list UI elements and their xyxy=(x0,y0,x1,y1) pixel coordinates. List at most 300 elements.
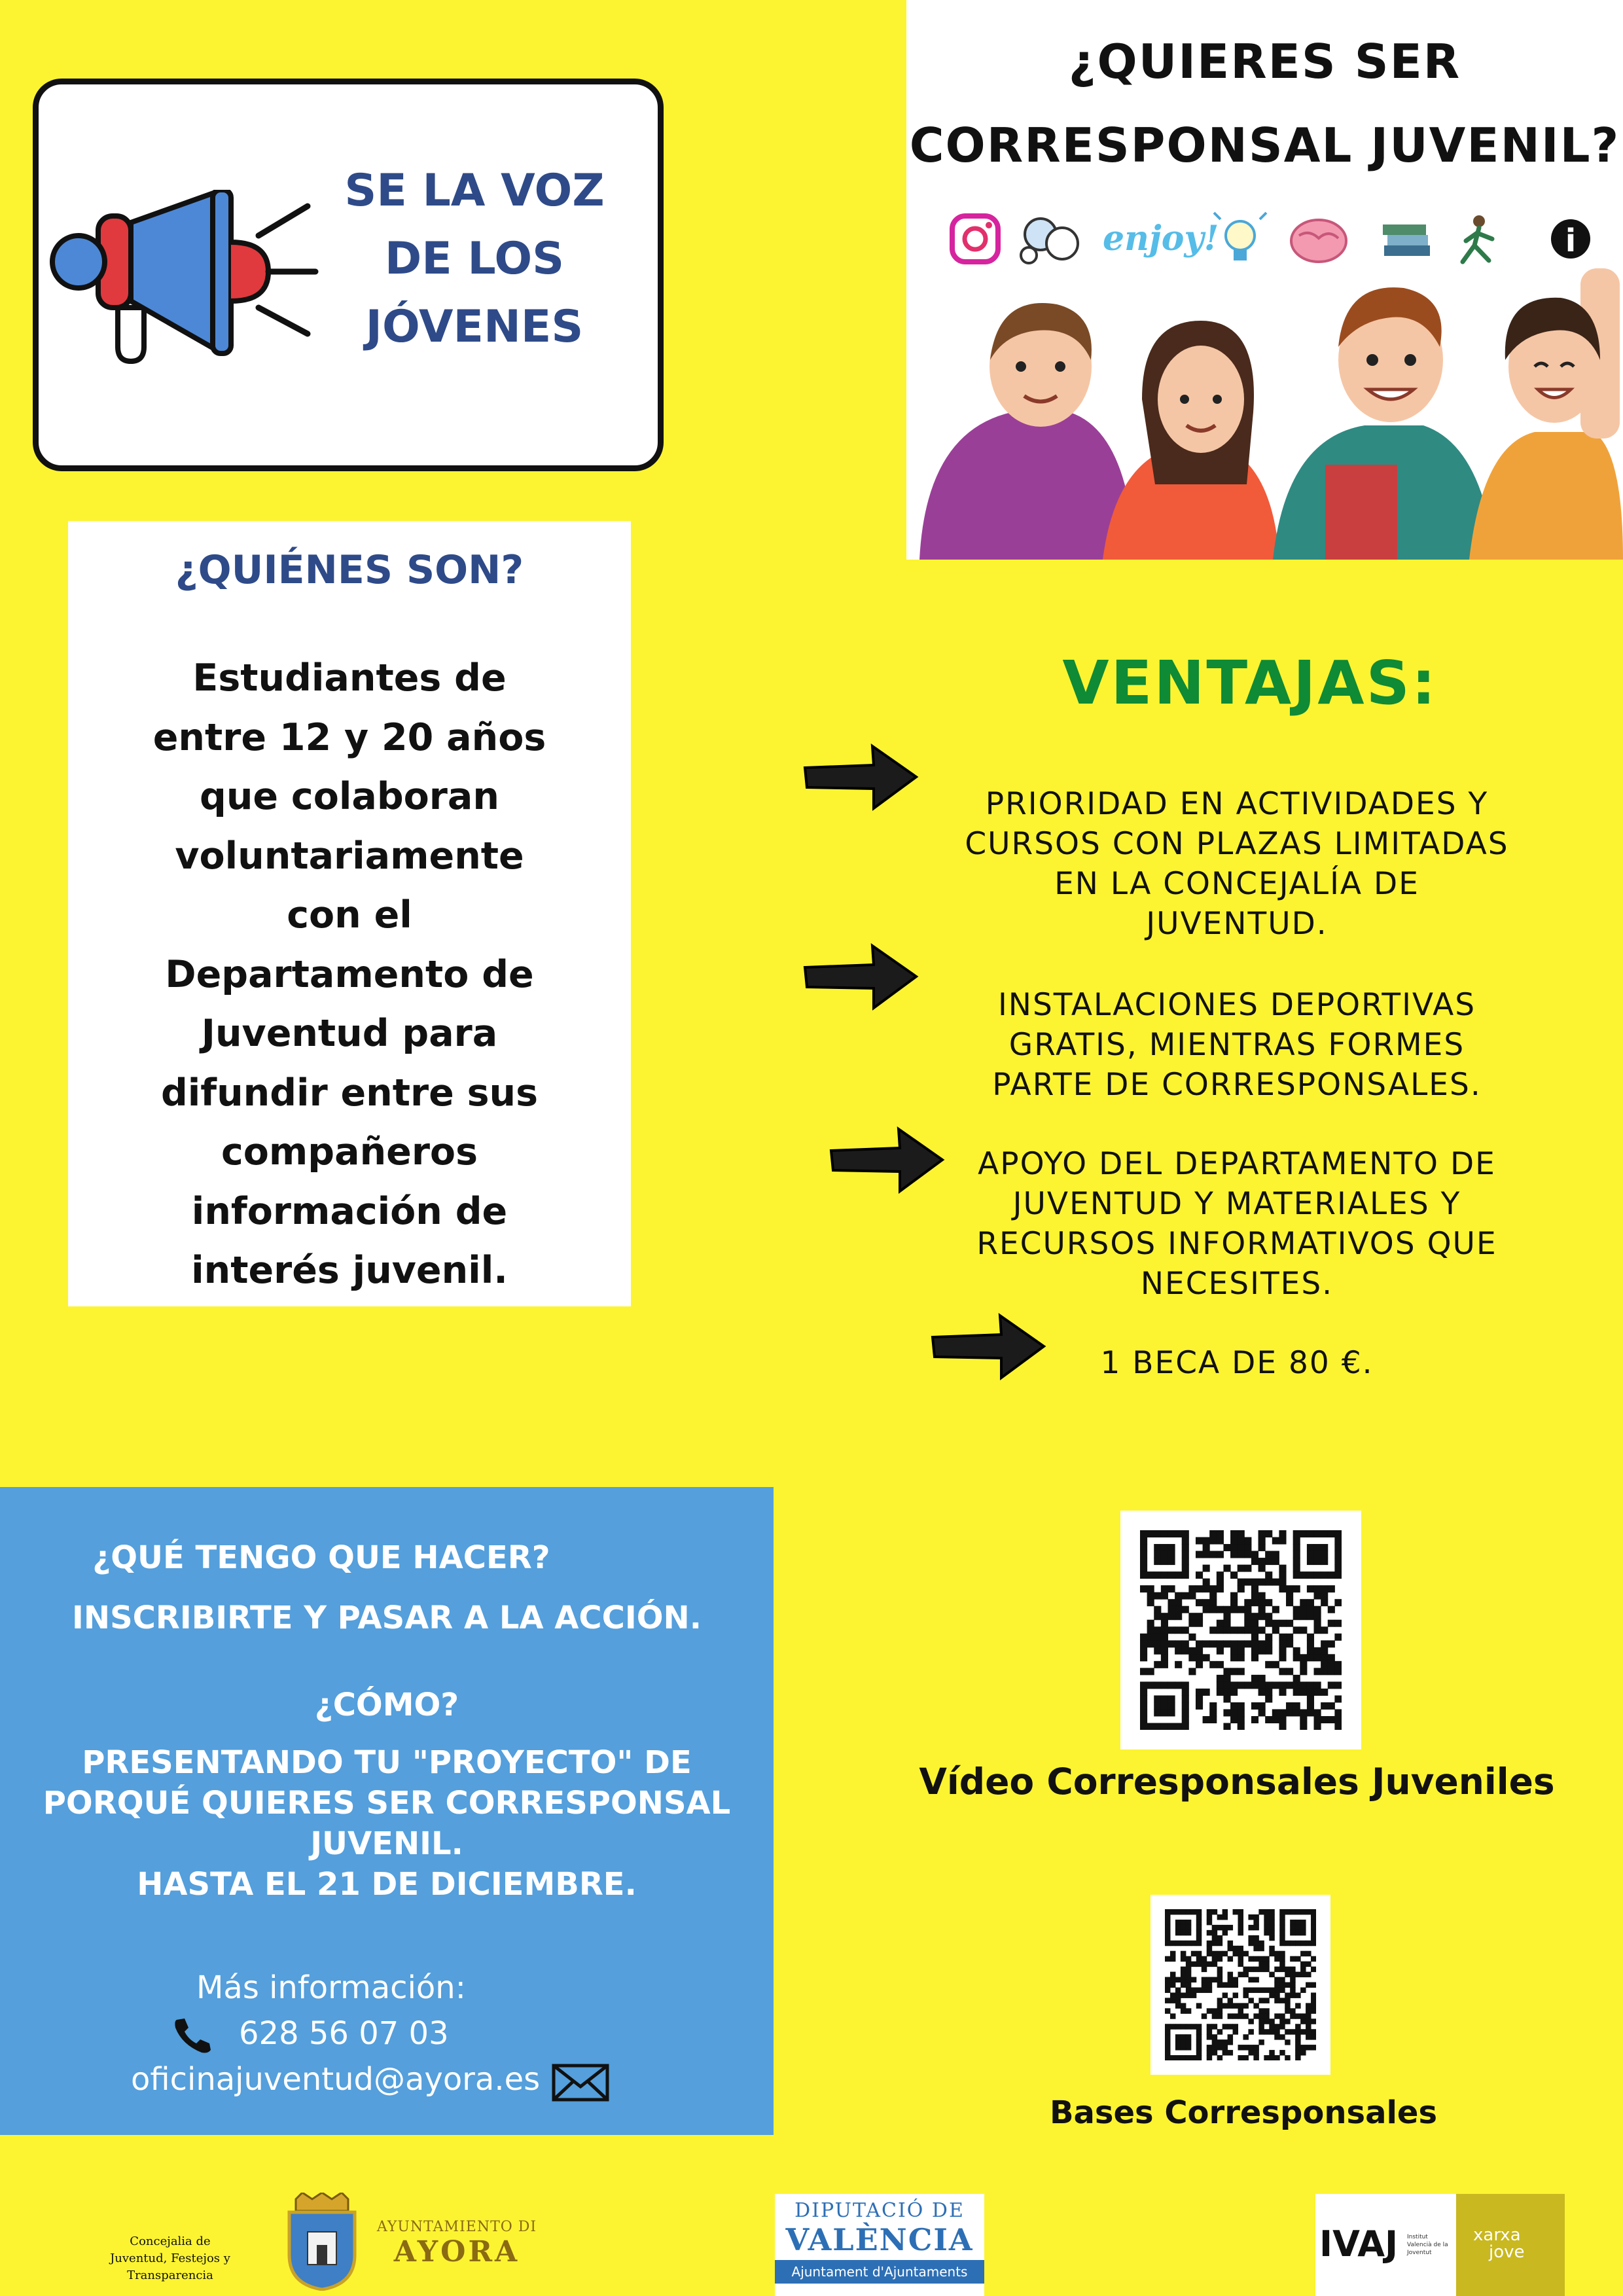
books-icon xyxy=(1383,224,1430,256)
qr-module xyxy=(1251,1599,1258,1606)
qr-module xyxy=(1258,2039,1264,2045)
email-row[interactable] xyxy=(131,2056,720,2102)
qr-module xyxy=(1196,2039,1202,2045)
qr-module xyxy=(1307,1585,1314,1592)
qr-module xyxy=(1265,1620,1272,1627)
qr-module xyxy=(1279,1565,1286,1572)
question-what: ¿QUÉ TENGO QUE HACER? xyxy=(92,1539,550,1576)
answer-what: INSCRIBIRTE Y PASAR A LA ACCIÓN. xyxy=(72,1600,702,1636)
qr-module xyxy=(1279,1579,1286,1586)
qr-module xyxy=(1253,2013,1258,2018)
qr-module xyxy=(1328,1530,1335,1537)
qr-module xyxy=(1181,1982,1186,1988)
ventaja-line: GRATIS, MIENTRAS FORMES xyxy=(1008,1027,1465,1063)
qr-module xyxy=(1212,2008,1217,2013)
arrow-icon xyxy=(802,743,919,812)
qr-module xyxy=(1161,1661,1168,1668)
qr-module xyxy=(1279,1998,1285,2003)
qr-module xyxy=(1175,1723,1182,1730)
qr-module xyxy=(1269,1951,1274,1956)
ayora-coat-of-arms-icon xyxy=(283,2193,361,2291)
qr-module xyxy=(1196,2003,1202,2008)
qr-module xyxy=(1191,1992,1196,1998)
qr-module xyxy=(1181,1972,1186,1977)
qr-module xyxy=(1181,1967,1186,1972)
qr-module xyxy=(1186,1987,1191,1992)
qr-module xyxy=(1300,2018,1306,2024)
qr-module xyxy=(1264,1925,1269,1930)
qr-module xyxy=(1238,1565,1245,1572)
qr-module xyxy=(1207,2008,1212,2013)
qr-module xyxy=(1175,2034,1181,2039)
qr-module xyxy=(1264,1956,1269,1962)
qr-module xyxy=(1196,1914,1202,1920)
qr-module xyxy=(1222,1982,1228,1988)
qr-module xyxy=(1228,2024,1233,2029)
qr-module xyxy=(1230,1606,1238,1613)
qr-module xyxy=(1258,1530,1266,1537)
qr-module xyxy=(1233,2003,1238,2008)
qr-module xyxy=(1248,1967,1253,1972)
qr-module xyxy=(1238,1946,1243,1951)
qr-module xyxy=(1175,1626,1182,1634)
qr-module xyxy=(1140,1571,1147,1579)
xarxa-jove-logo xyxy=(1456,2194,1565,2296)
qr-module xyxy=(1314,1551,1321,1558)
qr-module xyxy=(1274,2029,1279,2034)
qr-module xyxy=(1279,1987,1285,1992)
qr-module xyxy=(1238,1579,1245,1586)
qr-module xyxy=(1154,1530,1161,1537)
qr-module xyxy=(1230,1544,1238,1551)
qr-module xyxy=(1154,1558,1161,1565)
qr-module xyxy=(1196,1571,1203,1579)
qr-module xyxy=(1314,1654,1321,1661)
qr-module xyxy=(1165,2029,1170,2034)
qr-module xyxy=(1175,1592,1182,1600)
qr-module xyxy=(1209,1702,1217,1710)
qr-module xyxy=(1285,2003,1290,2008)
qr-module xyxy=(1279,1634,1286,1641)
hero-title-line: CORRESPONSAL JUVENIL? xyxy=(909,118,1620,173)
qr-module xyxy=(1321,1530,1328,1537)
qr-module xyxy=(1272,1626,1279,1634)
qr-module xyxy=(1311,1935,1316,1941)
qr-module xyxy=(1251,1592,1258,1600)
qr-module xyxy=(1328,1661,1335,1668)
qr-module xyxy=(1191,1941,1196,1946)
ayuntamiento-logo xyxy=(372,2219,542,2269)
qr-module xyxy=(1233,1946,1238,1951)
qr-module xyxy=(1274,2034,1279,2039)
qr-module xyxy=(1228,1972,1233,1977)
qr-module xyxy=(1258,1689,1266,1696)
qr-module xyxy=(1328,1716,1335,1723)
qr-module xyxy=(1279,1689,1286,1696)
qr-module xyxy=(1170,1951,1175,1956)
qr-module xyxy=(1253,1977,1258,1982)
qr-module xyxy=(1285,2055,1290,2060)
qr-module xyxy=(1321,1661,1328,1668)
qr-module xyxy=(1154,1626,1161,1634)
qr-code-video[interactable] xyxy=(1120,1511,1361,1749)
qr-module xyxy=(1161,1551,1168,1558)
qr-module xyxy=(1191,2055,1196,2060)
qr-module xyxy=(1311,2018,1316,2024)
qr-module xyxy=(1258,1537,1266,1545)
qr-module xyxy=(1290,1909,1295,1914)
qr-module xyxy=(1311,2029,1316,2034)
ventaja-line: EN LA CONCEJALÍA DE xyxy=(1054,866,1419,902)
qr-module xyxy=(1175,1977,1181,1982)
qr-module xyxy=(1279,1537,1286,1545)
qr-module xyxy=(1140,1634,1147,1641)
qr-module xyxy=(1314,1626,1321,1634)
qr-module xyxy=(1285,2029,1290,2034)
qr-module xyxy=(1274,1977,1279,1982)
qr-module xyxy=(1307,1709,1314,1716)
qr-module xyxy=(1274,1956,1279,1962)
qr-module xyxy=(1168,1599,1175,1606)
qr-module xyxy=(1147,1681,1154,1689)
qr-module xyxy=(1314,1544,1321,1551)
qr-module xyxy=(1181,2045,1186,2050)
qr-module xyxy=(1295,1941,1300,1946)
qr-module xyxy=(1202,1982,1207,1988)
qr-module xyxy=(1161,1702,1168,1710)
qr-module xyxy=(1182,1695,1189,1702)
qr-module xyxy=(1279,1530,1286,1537)
qr-module xyxy=(1207,1982,1212,1988)
who-line: Juventud para xyxy=(201,1012,498,1055)
qr-module xyxy=(1314,1606,1321,1613)
qr-module xyxy=(1328,1668,1335,1675)
qr-module xyxy=(1243,1972,1248,1977)
qr-module xyxy=(1251,1634,1258,1641)
qr-module xyxy=(1188,1620,1196,1627)
qr-module xyxy=(1212,1935,1217,1941)
qr-module xyxy=(1258,1579,1266,1586)
qr-module xyxy=(1244,1613,1251,1620)
qr-module xyxy=(1300,1723,1307,1730)
qr-module xyxy=(1203,1537,1210,1545)
qr-code-bases[interactable] xyxy=(1150,1895,1330,2075)
qr-module xyxy=(1209,1709,1217,1716)
qr-module xyxy=(1233,1951,1238,1956)
qr-module xyxy=(1223,1675,1230,1682)
lightbulb-icon xyxy=(1214,213,1266,260)
qr-module xyxy=(1258,1565,1266,1572)
qr-module xyxy=(1165,2008,1170,2013)
qr-module xyxy=(1228,1925,1233,1930)
qr-module xyxy=(1253,2055,1258,2060)
qr-module xyxy=(1165,1977,1170,1982)
qr-module xyxy=(1147,1626,1154,1634)
qr-module xyxy=(1279,2024,1285,2029)
icons-row xyxy=(946,209,1607,268)
qr-module xyxy=(1269,1909,1274,1914)
qr-module xyxy=(1258,1962,1264,1967)
qr-module xyxy=(1269,2055,1274,2060)
qr-module xyxy=(1244,1599,1251,1606)
qr-module xyxy=(1251,1702,1258,1710)
qr-module xyxy=(1186,1977,1191,1982)
qr-module xyxy=(1306,2018,1311,2024)
qr-module xyxy=(1251,1640,1258,1647)
qr-module xyxy=(1186,2045,1191,2050)
qr-module xyxy=(1212,2045,1217,2050)
diputacio-line: DIPUTACIÓ DE xyxy=(794,2199,965,2222)
qr-module xyxy=(1286,1668,1293,1675)
qr-module xyxy=(1253,1914,1258,1920)
qr-module xyxy=(1217,1977,1222,1982)
ventaja-item xyxy=(910,985,1564,1105)
qr-module xyxy=(1279,2013,1285,2018)
qr-module xyxy=(1161,1544,1168,1551)
qr-module xyxy=(1244,1620,1251,1627)
qr-module xyxy=(1290,2008,1295,2013)
qr-module xyxy=(1258,1592,1266,1600)
qr-module xyxy=(1334,1668,1342,1675)
qr-module xyxy=(1230,1702,1238,1710)
qr-module xyxy=(1175,2055,1181,2060)
qr-module xyxy=(1293,1537,1300,1545)
qr-module xyxy=(1161,1647,1168,1655)
qr-module xyxy=(1279,1967,1285,1972)
qr-module xyxy=(1165,1982,1170,1988)
qr-module xyxy=(1314,1681,1321,1689)
concejalia-line: Juventud, Festejos y Transparencia xyxy=(110,2251,230,2282)
phone-row[interactable] xyxy=(131,2011,720,2056)
qr-module xyxy=(1258,1987,1264,1992)
qr-module xyxy=(1207,1951,1212,1956)
concejalia-logo xyxy=(65,2233,275,2284)
qr-module xyxy=(1196,2029,1202,2034)
qr-module xyxy=(1188,1585,1196,1592)
qr-module xyxy=(1286,1640,1293,1647)
qr-module xyxy=(1264,1920,1269,1925)
qr-module xyxy=(1165,2050,1170,2055)
qr-module xyxy=(1212,1951,1217,1956)
qr-module xyxy=(1334,1661,1342,1668)
qr-module xyxy=(1165,1998,1170,2003)
qr-module xyxy=(1334,1544,1342,1551)
qr-module xyxy=(1258,1998,1264,2003)
qr-module xyxy=(1265,1634,1272,1641)
qr-module xyxy=(1140,1585,1147,1592)
qr-module xyxy=(1238,1914,1243,1920)
qr-module xyxy=(1293,1606,1300,1613)
hero-title xyxy=(906,20,1623,187)
qr-module xyxy=(1191,1951,1196,1956)
qr-module xyxy=(1314,1530,1321,1537)
qr-module xyxy=(1279,1925,1285,1930)
qr-module xyxy=(1265,1613,1272,1620)
qr-module xyxy=(1279,1935,1285,1941)
qr-module xyxy=(1154,1640,1161,1647)
qr-module xyxy=(1269,1925,1274,1930)
qr-module xyxy=(1248,1914,1253,1920)
qr-module xyxy=(1238,1640,1245,1647)
qr-module xyxy=(1311,1930,1316,1935)
qr-module xyxy=(1279,1620,1286,1627)
qr-module xyxy=(1334,1723,1342,1730)
qr-module xyxy=(1196,1689,1203,1696)
qr-module xyxy=(1209,1530,1217,1537)
qr-module xyxy=(1307,1544,1314,1551)
qr-module xyxy=(1293,1585,1300,1592)
qr-module xyxy=(1238,1930,1243,1935)
qr-module xyxy=(1290,1956,1295,1962)
qr-bases-label: Bases Corresponsales xyxy=(1049,2094,1438,2131)
qr-module xyxy=(1168,1606,1175,1613)
qr-module xyxy=(1140,1647,1147,1655)
qr-module xyxy=(1300,1951,1306,1956)
qr-module xyxy=(1306,2013,1311,2018)
qr-module xyxy=(1233,1992,1238,1998)
qr-module xyxy=(1300,1962,1306,1967)
qr-module xyxy=(1203,1599,1210,1606)
qr-module xyxy=(1279,1716,1286,1723)
qr-module xyxy=(1274,2013,1279,2018)
ventaja-line: JUVENTUD. xyxy=(1146,906,1328,942)
qr-module xyxy=(1279,1571,1286,1579)
qr-module xyxy=(1238,1537,1245,1545)
qr-module xyxy=(1222,2039,1228,2045)
qr-module xyxy=(1306,2003,1311,2008)
qr-module xyxy=(1165,1920,1170,1925)
qr-module xyxy=(1182,1551,1189,1558)
qr-module xyxy=(1186,1992,1191,1998)
qr-module xyxy=(1334,1565,1342,1572)
qr-module xyxy=(1233,2013,1238,2018)
qr-module xyxy=(1196,1925,1202,1930)
qr-module xyxy=(1175,1987,1181,1992)
qr-module xyxy=(1258,1544,1266,1551)
qr-module xyxy=(1258,1941,1264,1946)
qr-module xyxy=(1314,1647,1321,1655)
qr-module xyxy=(1222,2024,1228,2029)
qr-module xyxy=(1181,1992,1186,1998)
answer-how xyxy=(0,1742,774,1905)
qr-module xyxy=(1188,1668,1196,1675)
qr-module xyxy=(1279,1914,1285,1920)
ventaja-line: NECESITES. xyxy=(1140,1266,1334,1302)
qr-module xyxy=(1269,1920,1274,1925)
qr-module xyxy=(1175,1681,1182,1689)
qr-module xyxy=(1293,1647,1300,1655)
qr-module xyxy=(1269,2050,1274,2055)
qr-module xyxy=(1154,1606,1161,1613)
qr-module xyxy=(1165,1925,1170,1930)
qr-module xyxy=(1182,1709,1189,1716)
qr-module xyxy=(1196,1920,1202,1925)
qr-module xyxy=(1248,1925,1253,1930)
qr-module xyxy=(1307,1558,1314,1565)
qr-module xyxy=(1248,1941,1253,1946)
qr-module xyxy=(1222,1930,1228,1935)
qr-module xyxy=(1203,1579,1210,1586)
qr-module xyxy=(1238,1551,1245,1558)
qr-module xyxy=(1170,1992,1175,1998)
qr-module xyxy=(1222,1992,1228,1998)
qr-module xyxy=(1140,1716,1147,1723)
phone-number[interactable]: 628 56 07 03 xyxy=(239,2015,449,2052)
qr-module xyxy=(1233,2029,1238,2034)
qr-module xyxy=(1217,1571,1224,1579)
qr-module xyxy=(1307,1530,1314,1537)
qr-module xyxy=(1243,1951,1248,1956)
qr-module xyxy=(1265,1579,1272,1586)
qr-module xyxy=(1196,1654,1203,1661)
qr-module xyxy=(1307,1702,1314,1710)
jove-text: jove xyxy=(1489,2242,1525,2262)
qr-module xyxy=(1300,1709,1307,1716)
qr-module xyxy=(1311,1998,1316,2003)
qr-module xyxy=(1217,2055,1222,2060)
qr-module xyxy=(1290,1977,1295,1982)
qr-module xyxy=(1186,1967,1191,1972)
qr-module xyxy=(1212,1925,1217,1930)
qr-module xyxy=(1328,1702,1335,1710)
qr-module xyxy=(1217,1606,1224,1613)
qr-module xyxy=(1207,2055,1212,2060)
concejalia-line: Concejalia de xyxy=(130,2234,211,2248)
qr-module xyxy=(1147,1620,1154,1627)
qr-module xyxy=(1223,1681,1230,1689)
qr-module xyxy=(1209,1716,1217,1723)
runner-icon xyxy=(1463,215,1492,262)
qr-module xyxy=(1223,1640,1230,1647)
qr-module xyxy=(1286,1620,1293,1627)
slogan-line: SE LA VOZ xyxy=(344,165,605,217)
qr-module xyxy=(1230,1647,1238,1655)
who-line: información de xyxy=(191,1189,508,1233)
qr-module xyxy=(1161,1626,1168,1634)
qr-module xyxy=(1230,1551,1238,1558)
email-address[interactable]: oficinajuventud@ayora.es xyxy=(131,2061,541,2098)
qr-module xyxy=(1140,1668,1147,1675)
ventaja-line: PRIORIDAD EN ACTIVIDADES Y xyxy=(985,786,1489,822)
qr-module xyxy=(1300,1530,1307,1537)
qr-module xyxy=(1209,1640,1217,1647)
qr-module xyxy=(1248,1956,1253,1962)
qr-module xyxy=(1228,2050,1233,2055)
qr-module xyxy=(1311,2045,1316,2050)
qr-module xyxy=(1251,1585,1258,1592)
qr-module xyxy=(1300,1925,1306,1930)
qr-module xyxy=(1212,2013,1217,2018)
qr-module xyxy=(1321,1571,1328,1579)
qr-module xyxy=(1248,2018,1253,2024)
megaphone-icon xyxy=(46,190,321,373)
qr-module xyxy=(1140,1654,1147,1661)
qr-module xyxy=(1243,1987,1248,1992)
qr-module xyxy=(1217,1530,1224,1537)
qr-module xyxy=(1217,1982,1222,1988)
qr-module xyxy=(1140,1640,1147,1647)
qr-module xyxy=(1217,1640,1224,1647)
qr-video-label: Vídeo Corresponsales Juveniles xyxy=(919,1761,1555,1803)
ventajas-title: VENTAJAS: xyxy=(1062,648,1438,718)
qr-module xyxy=(1238,1723,1245,1730)
qr-module xyxy=(1196,1613,1203,1620)
qr-module xyxy=(1265,1716,1272,1723)
qr-module xyxy=(1248,1987,1253,1992)
qr-module xyxy=(1140,1709,1147,1716)
qr-module xyxy=(1334,1551,1342,1558)
qr-module xyxy=(1207,1941,1212,1946)
